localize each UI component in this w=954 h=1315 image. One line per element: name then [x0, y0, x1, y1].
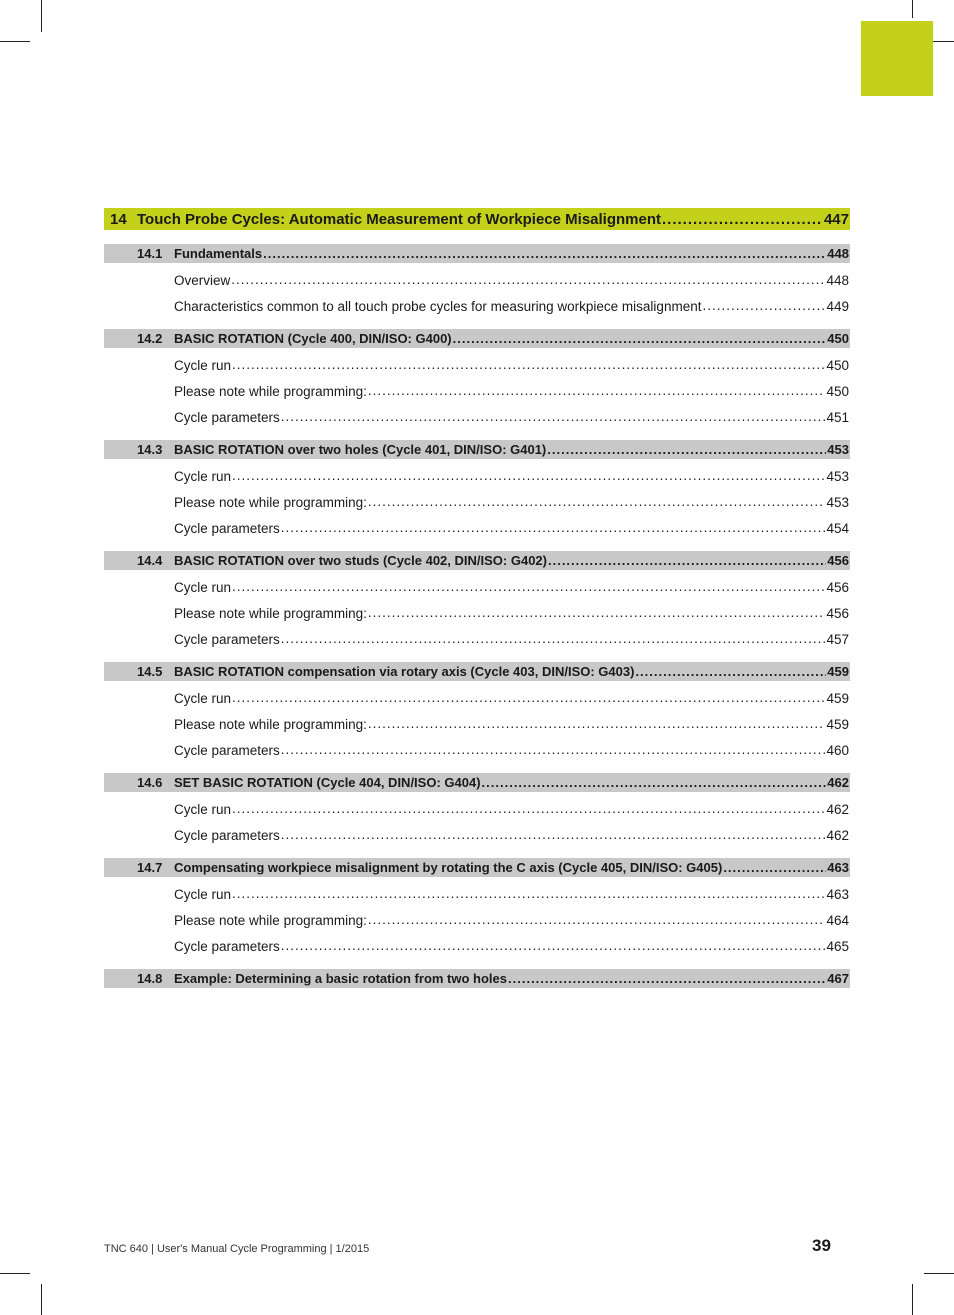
section-title: BASIC ROTATION over two holes (Cycle 401, DIN/ISO: G401) — [174, 442, 547, 457]
section-title: SET BASIC ROTATION (Cycle 404, DIN/ISO: G404) — [174, 775, 481, 790]
toc-entry[interactable] — [104, 489, 850, 515]
toc-sections — [104, 230, 850, 988]
dot-leader — [281, 939, 826, 953]
entry-title: Cycle parameters — [174, 520, 280, 536]
entry-title: Cycle run — [174, 468, 232, 484]
crop-mark — [0, 1273, 30, 1274]
toc-section-heading[interactable] — [104, 440, 850, 459]
toc-entry[interactable] — [104, 796, 850, 822]
section-page: 450 — [827, 331, 849, 346]
toc-entry[interactable] — [104, 626, 850, 652]
dot-leader — [281, 632, 826, 646]
crop-mark — [41, 0, 42, 32]
section-number: 14.4 — [137, 553, 163, 568]
section-page: 462 — [827, 775, 849, 790]
spacer — [104, 652, 850, 662]
chapter-page: 447 — [823, 210, 849, 228]
section-title: BASIC ROTATION (Cycle 400, DIN/ISO: G400) — [174, 331, 452, 346]
toc-entry[interactable] — [104, 267, 850, 293]
toc-section-heading[interactable] — [104, 244, 850, 263]
entry-page: 462 — [826, 827, 849, 843]
dot-leader — [547, 443, 826, 456]
spacer — [104, 959, 850, 969]
toc-section-heading[interactable] — [104, 662, 850, 681]
dot-leader — [231, 273, 825, 287]
crop-mark — [0, 41, 30, 42]
dot-leader — [482, 776, 827, 789]
entry-title: Cycle parameters — [174, 631, 280, 647]
entry-page: 463 — [826, 886, 849, 902]
entry-title: Cycle parameters — [174, 409, 280, 425]
entry-title: Cycle run — [174, 690, 232, 706]
entry-page: 457 — [826, 631, 849, 647]
dot-leader — [548, 554, 826, 567]
table-of-contents — [104, 208, 850, 988]
spacer — [104, 541, 850, 551]
dot-leader — [232, 358, 825, 372]
toc-entry[interactable] — [104, 600, 850, 626]
toc-entry[interactable] — [104, 515, 850, 541]
toc-section-heading[interactable] — [104, 551, 850, 570]
entry-page: 453 — [826, 468, 849, 484]
dot-leader — [232, 469, 825, 483]
chapter-heading[interactable] — [104, 208, 850, 230]
entry-page: 448 — [826, 272, 849, 288]
section-page: 453 — [827, 442, 849, 457]
entry-title: Please note while programming: — [174, 716, 367, 732]
toc-entry[interactable] — [104, 737, 850, 763]
toc-entry[interactable] — [104, 685, 850, 711]
section-title: Fundamentals — [174, 246, 263, 261]
entry-title: Please note while programming: — [174, 494, 367, 510]
entry-page: 459 — [826, 716, 849, 732]
toc-entry[interactable] — [104, 933, 850, 959]
toc-entry[interactable] — [104, 822, 850, 848]
entry-title: Please note while programming: — [174, 383, 367, 399]
entry-title: Cycle run — [174, 579, 232, 595]
section-page: 456 — [827, 553, 849, 568]
dot-leader — [702, 299, 825, 313]
section-title: BASIC ROTATION compensation via rotary axis (Cycle 403, DIN/ISO: G403) — [174, 664, 635, 679]
dot-leader — [508, 972, 826, 985]
dot-leader — [232, 887, 825, 901]
dot-leader — [281, 743, 826, 757]
entry-title: Cycle run — [174, 886, 232, 902]
section-title: Example: Determining a basic rotation from two holes — [174, 971, 508, 986]
dot-leader — [368, 717, 826, 731]
section-page: 448 — [827, 246, 849, 261]
section-page: 459 — [827, 664, 849, 679]
dot-leader — [662, 212, 823, 227]
toc-section-heading[interactable] — [104, 969, 850, 988]
spacer — [104, 763, 850, 773]
dot-leader — [723, 861, 826, 874]
section-number: 14.1 — [137, 246, 163, 261]
entry-page: 450 — [826, 357, 849, 373]
dot-leader — [281, 521, 826, 535]
chapter-title: Touch Probe Cycles: Automatic Measurement of Workpiece Misalignment — [137, 210, 661, 228]
dot-leader — [368, 606, 826, 620]
dot-leader — [281, 410, 826, 424]
entry-page: 450 — [826, 383, 849, 399]
crop-mark — [41, 1284, 42, 1315]
spacer — [104, 230, 850, 244]
toc-section-heading[interactable] — [104, 858, 850, 877]
entry-title: Cycle parameters — [174, 938, 280, 954]
entry-title: Cycle parameters — [174, 742, 280, 758]
entry-title: Cycle parameters — [174, 827, 280, 843]
toc-entry[interactable] — [104, 352, 850, 378]
entry-page: 456 — [826, 579, 849, 595]
entry-page: 456 — [826, 605, 849, 621]
section-title: Compensating workpiece misalignment by rotating the C axis (Cycle 405, DIN/ISO: G405) — [174, 860, 723, 875]
crop-mark — [912, 1284, 913, 1315]
entry-page: 449 — [826, 298, 849, 314]
toc-entry[interactable] — [104, 463, 850, 489]
spacer — [104, 430, 850, 440]
dot-leader — [281, 828, 826, 842]
dot-leader — [368, 384, 826, 398]
crop-mark — [924, 1273, 954, 1274]
dot-leader — [232, 691, 825, 705]
entry-page: 459 — [826, 690, 849, 706]
dot-leader — [368, 495, 826, 509]
crop-mark — [912, 0, 913, 18]
dot-leader — [232, 802, 825, 816]
entry-page: 465 — [826, 938, 849, 954]
dot-leader — [263, 247, 826, 260]
chapter-accent-tab — [861, 21, 933, 96]
entry-page: 464 — [826, 912, 849, 928]
toc-entry[interactable] — [104, 293, 850, 319]
page-number: 39 — [812, 1236, 831, 1255]
entry-page: 462 — [826, 801, 849, 817]
toc-section-heading[interactable] — [104, 329, 850, 348]
entry-title: Cycle run — [174, 801, 232, 817]
dot-leader — [453, 332, 827, 345]
section-number: 14.6 — [137, 775, 163, 790]
entry-title: Overview — [174, 272, 231, 288]
toc-entry[interactable] — [104, 881, 850, 907]
footer-text: TNC 640 | User's Manual Cycle Programming | 1/2015 — [104, 1243, 370, 1255]
section-number: 14.8 — [137, 971, 163, 986]
section-number: 14.3 — [137, 442, 163, 457]
entry-title: Characteristics common to all touch probe cycles for measuring workpiece misalignment — [174, 298, 702, 314]
section-number: 14.2 — [137, 331, 163, 346]
entry-title: Please note while programming: — [174, 912, 367, 928]
toc-entry[interactable] — [104, 574, 850, 600]
spacer — [104, 848, 850, 858]
entry-title: Please note while programming: — [174, 605, 367, 621]
dot-leader — [368, 913, 826, 927]
section-number: 14.5 — [137, 664, 163, 679]
toc-entry[interactable] — [104, 404, 850, 430]
spacer — [104, 319, 850, 329]
section-page: 463 — [827, 860, 849, 875]
toc-entry[interactable] — [104, 711, 850, 737]
section-title: BASIC ROTATION over two studs (Cycle 402, DIN/ISO: G402) — [174, 553, 547, 568]
dot-leader — [232, 580, 825, 594]
entry-page: 460 — [826, 742, 849, 758]
entry-page: 453 — [826, 494, 849, 510]
entry-page: 451 — [826, 409, 849, 425]
toc-entry[interactable] — [104, 378, 850, 404]
entry-title: Cycle run — [174, 357, 232, 373]
entry-page: 454 — [826, 520, 849, 536]
toc-entry[interactable] — [104, 907, 850, 933]
section-page: 467 — [827, 971, 849, 986]
toc-section-heading[interactable] — [104, 773, 850, 792]
dot-leader — [635, 665, 826, 678]
chapter-number: 14 — [110, 210, 127, 228]
section-number: 14.7 — [137, 860, 163, 875]
